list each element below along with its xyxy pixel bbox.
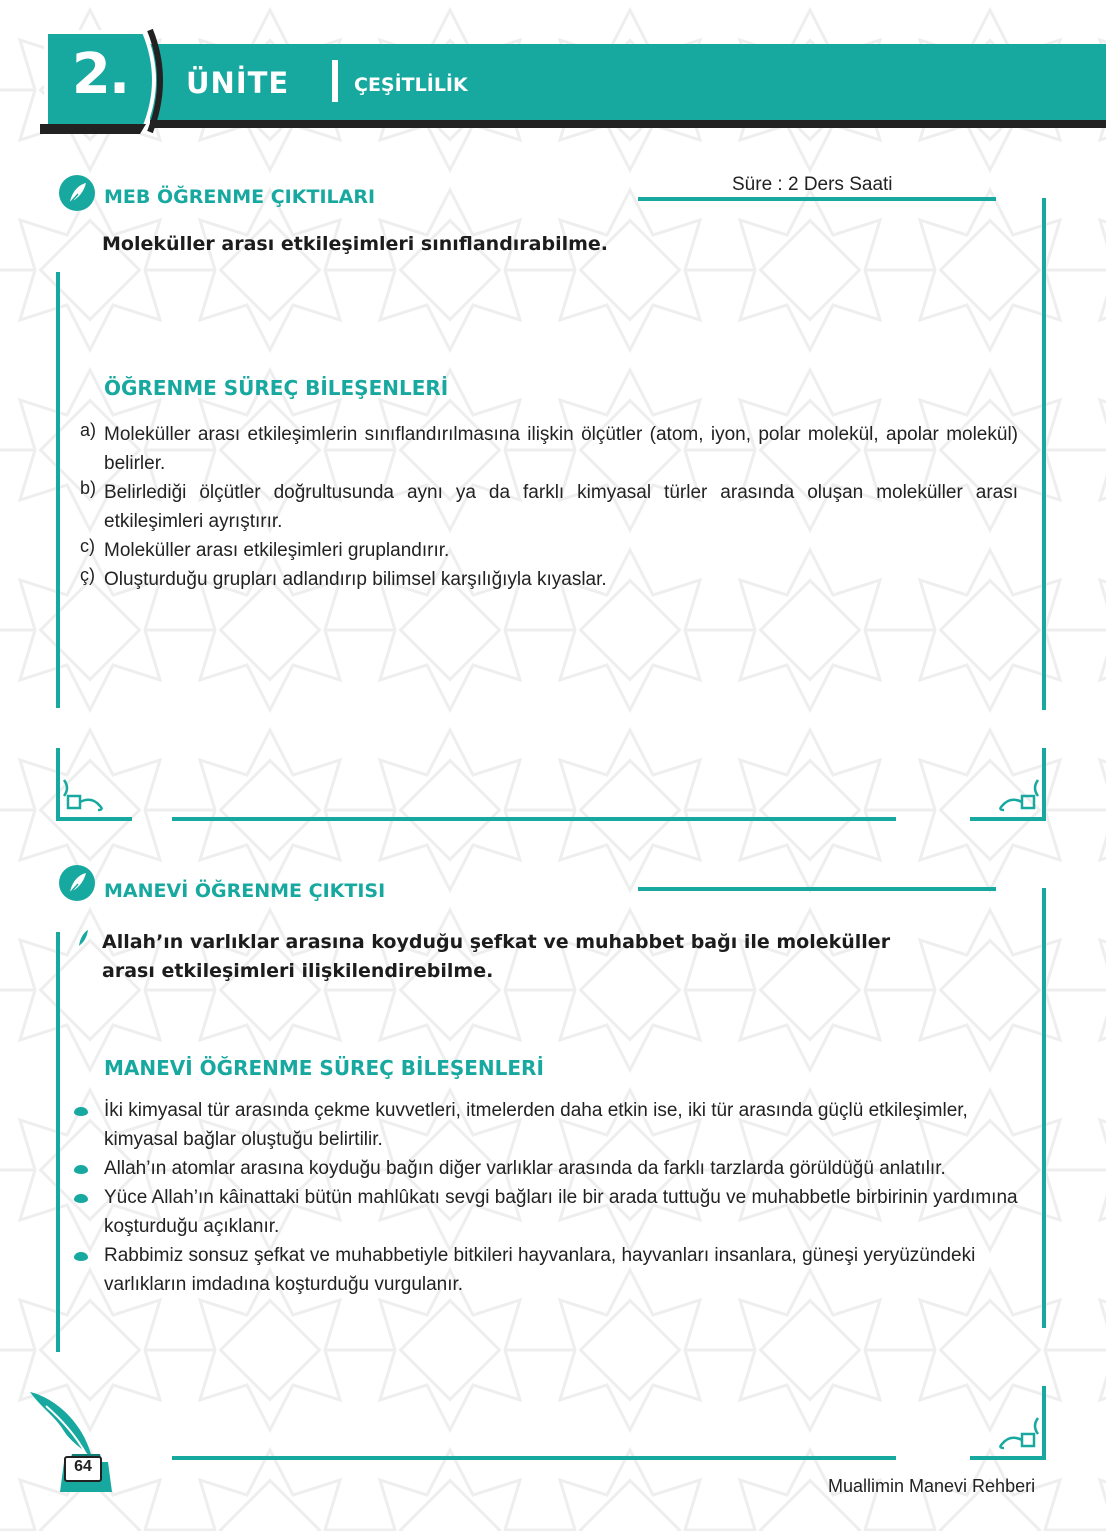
list-marker: c) [80, 536, 95, 556]
manevi-title-rule [638, 887, 996, 891]
bullet-icon [74, 1165, 88, 1174]
feather-icon [58, 864, 96, 902]
manevi-process-title: MANEVİ ÖĞRENME SÜREÇ BİLEŞENLERİ [104, 1056, 544, 1080]
list-item-text: İki kimyasal tür arasında çekme kuvvetleri, itmelerden daha etkin ise, iki tür arasında güçlü etkileşimler, kimyasal bağlar oluştuğu belirtilir. [104, 1100, 968, 1150]
unit-topic: ÇEŞİTLİLİK [354, 74, 468, 96]
manevi-outcome-line-1: Allah’ın varlıklar arasına koyduğu şefkat ve muhabbet bağı ile moleküller [102, 931, 891, 953]
meb-frame-right [1042, 198, 1046, 710]
list-marker: ç) [80, 565, 95, 585]
list-item [80, 420, 1018, 478]
list-item [104, 1183, 1018, 1241]
duration-label: Süre : 2 Ders Saati [732, 174, 893, 195]
list-item-text: Allah’ın atomlar arasına koyduğu bağın diğer varlıklar arasında da farklı tarzlarda görüldüğü anlatılır. [104, 1158, 946, 1179]
list-item-text: Rabbimiz sonsuz şefkat ve muhabbetiyle bitkileri hayvanlara, hayvanları insanlara, güneşi yeryüzündeki varlıkların imdadına koşturduğu vurgulanır. [104, 1245, 976, 1295]
list-item [104, 1154, 1018, 1183]
list-item [80, 565, 1018, 594]
meb-frame-left-lower [56, 748, 60, 820]
unit-number: 2. [71, 42, 129, 107]
meb-process-list [80, 420, 1018, 594]
list-marker: a) [80, 420, 97, 440]
list-item-text: Moleküller arası etkileşimlerin sınıflandırılmasına ilişkin ölçütler (atom, iyon, polar molekül, apolar molekül) belirler. [104, 424, 1018, 474]
bullet-icon [74, 1194, 88, 1203]
header-separator [332, 60, 338, 102]
meb-frame-right-lower [1042, 748, 1046, 820]
bullet-icon [74, 1252, 88, 1261]
manevi-frame-right-lower [1042, 1386, 1046, 1458]
list-item [80, 478, 1018, 536]
ornament-right-icon [996, 1412, 1040, 1452]
list-item-text: Yüce Allah’ın kâinattaki bütün mahlûkatı sevgi bağları ile bir arada tuttuğu ve muhabbetle birbirinin yardımına koşturduğu açıklanır. [104, 1187, 1018, 1237]
page-number: 64 [74, 1458, 92, 1475]
manevi-outcome-line-2: arası etkileşimleri ilişkilendirebilme. [102, 960, 494, 982]
list-item-text: Moleküller arası etkileşimleri gruplandırır. [104, 540, 450, 561]
ornament-right-icon [996, 774, 1040, 814]
small-feather-icon [76, 928, 90, 948]
manevi-frame-right [1042, 888, 1046, 1328]
ornament-left-icon [62, 774, 106, 814]
quill-inkwell-icon [26, 1388, 116, 1500]
unit-label: ÜNİTE [186, 66, 290, 100]
list-marker: b) [80, 478, 97, 498]
meb-frame-bottom-right [970, 817, 1046, 821]
meb-frame-left [56, 272, 60, 708]
meb-outcome: Moleküller arası etkileşimleri sınıflandırabilme. [102, 233, 609, 255]
list-item-text: Oluşturduğu grupları adlandırıp bilimsel karşılığıyla kıyaslar. [104, 569, 607, 590]
list-item [104, 1241, 1018, 1299]
list-item [80, 536, 1018, 565]
meb-frame-bottom [172, 817, 896, 821]
meb-process-title: ÖĞRENME SÜREÇ BİLEŞENLERİ [104, 376, 449, 400]
manevi-frame-bottom [172, 1456, 896, 1460]
manevi-process-list [104, 1096, 1018, 1299]
manevi-frame-left [56, 932, 60, 1352]
bullet-icon [74, 1107, 88, 1116]
meb-title-rule [638, 197, 996, 201]
list-item-text: Belirlediği ölçütler doğrultusunda aynı ya da farklı kimyasal türler arasında oluşan moleküller arası etkileşimleri ayrıştırır. [104, 482, 1018, 532]
list-item [104, 1096, 1018, 1154]
manevi-frame-bottom-right [970, 1456, 1046, 1460]
manevi-section-title: MANEVİ ÖĞRENME ÇIKTISI [104, 880, 386, 902]
meb-frame-bottom-left [56, 817, 132, 821]
header-banner [150, 44, 1106, 120]
feather-icon [58, 174, 96, 212]
book-title: Muallimin Manevi Rehberi [828, 1476, 1036, 1496]
meb-section-title: MEB ÖĞRENME ÇIKTILARI [104, 186, 376, 208]
